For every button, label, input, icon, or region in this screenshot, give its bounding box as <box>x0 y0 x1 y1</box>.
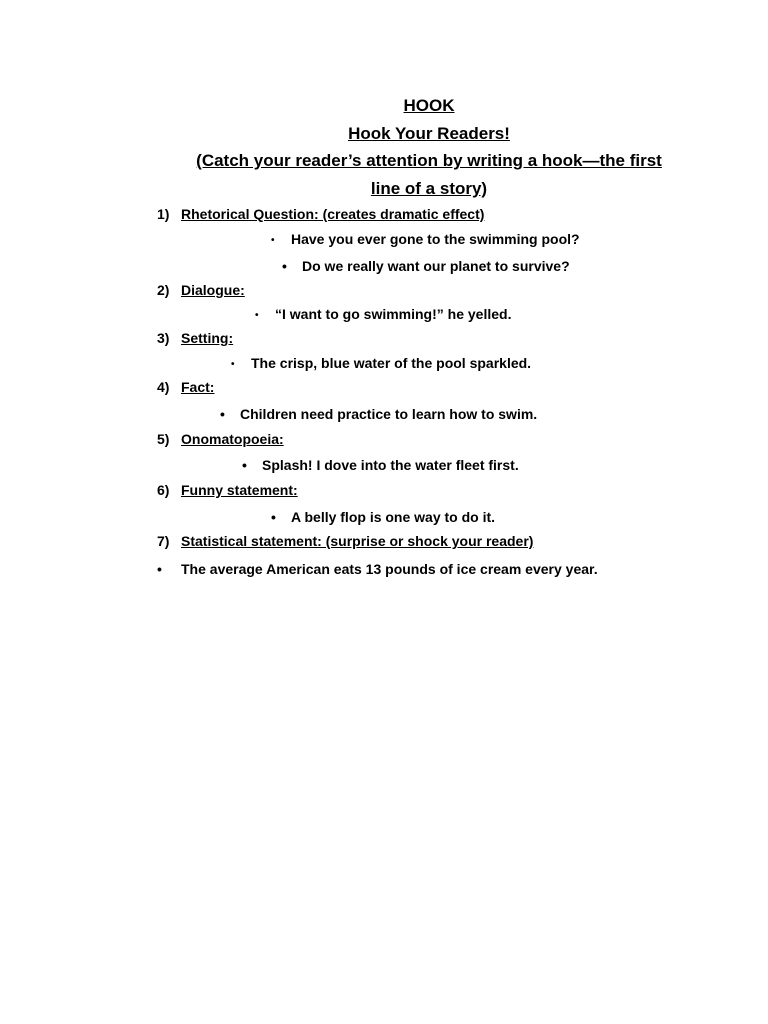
list-item-example <box>255 305 511 325</box>
example-text: Children need practice to learn how to swim. <box>240 406 538 422</box>
example-text: Splash! I dove into the water fleet first. <box>262 457 519 473</box>
bullet-icon: • <box>231 359 235 370</box>
list-item-onomatopoeia <box>157 430 284 448</box>
list-item-dialogue <box>157 281 245 299</box>
item-number: 5) <box>157 431 170 447</box>
list-item-example <box>157 560 598 578</box>
item-label: Fact: <box>181 379 215 395</box>
list-item-example <box>282 257 570 275</box>
list-item-example <box>271 230 580 250</box>
list-item-example <box>271 508 495 526</box>
bullet-icon: • <box>255 310 259 321</box>
item-label: Statistical statement: (surprise or shock your reader) <box>181 533 534 549</box>
list-item-rhetorical-question <box>157 205 484 223</box>
list-item-funny-statement <box>157 481 298 499</box>
example-text: Do we really want our planet to survive? <box>302 258 570 274</box>
item-number: 1) <box>157 206 170 222</box>
page-title: HOOK <box>403 96 455 115</box>
example-text: Have you ever gone to the swimming pool? <box>291 231 580 247</box>
item-number: 2) <box>157 282 170 298</box>
list-item-example <box>242 456 519 474</box>
item-label: Funny statement: <box>181 482 298 498</box>
list-item-example <box>220 405 537 423</box>
bullet-icon: • <box>220 406 225 422</box>
item-number: 4) <box>157 379 170 395</box>
list-item-statistical-statement <box>157 532 533 550</box>
example-text: The average American eats 13 pounds of ice cream every year. <box>181 561 598 577</box>
item-number: 6) <box>157 482 170 498</box>
item-label: Rhetorical Question: (creates dramatic effect) <box>181 206 485 222</box>
example-text: A belly flop is one way to do it. <box>291 509 496 525</box>
list-item-example <box>231 354 531 374</box>
item-number: 3) <box>157 330 170 346</box>
instruction-line-2: line of a story) <box>370 179 488 198</box>
list-item-fact <box>157 378 214 396</box>
bullet-icon: • <box>157 561 162 577</box>
instruction-line-1: (Catch your reader’s attention by writing a hook—the first <box>196 151 662 170</box>
bullet-icon: • <box>282 258 287 274</box>
item-label: Setting: <box>181 330 234 346</box>
item-label: Onomatopoeia: <box>181 431 284 447</box>
bullet-icon: • <box>271 235 275 246</box>
page-subtitle: Hook Your Readers! <box>348 124 510 143</box>
list-item-setting <box>157 329 233 347</box>
bullet-icon: • <box>242 457 247 473</box>
example-text: “I want to go swimming!” he yelled. <box>275 306 512 322</box>
example-text: The crisp, blue water of the pool sparkled. <box>251 355 532 371</box>
item-label: Dialogue: <box>181 282 245 298</box>
bullet-icon: • <box>271 509 276 525</box>
item-number: 7) <box>157 533 170 549</box>
